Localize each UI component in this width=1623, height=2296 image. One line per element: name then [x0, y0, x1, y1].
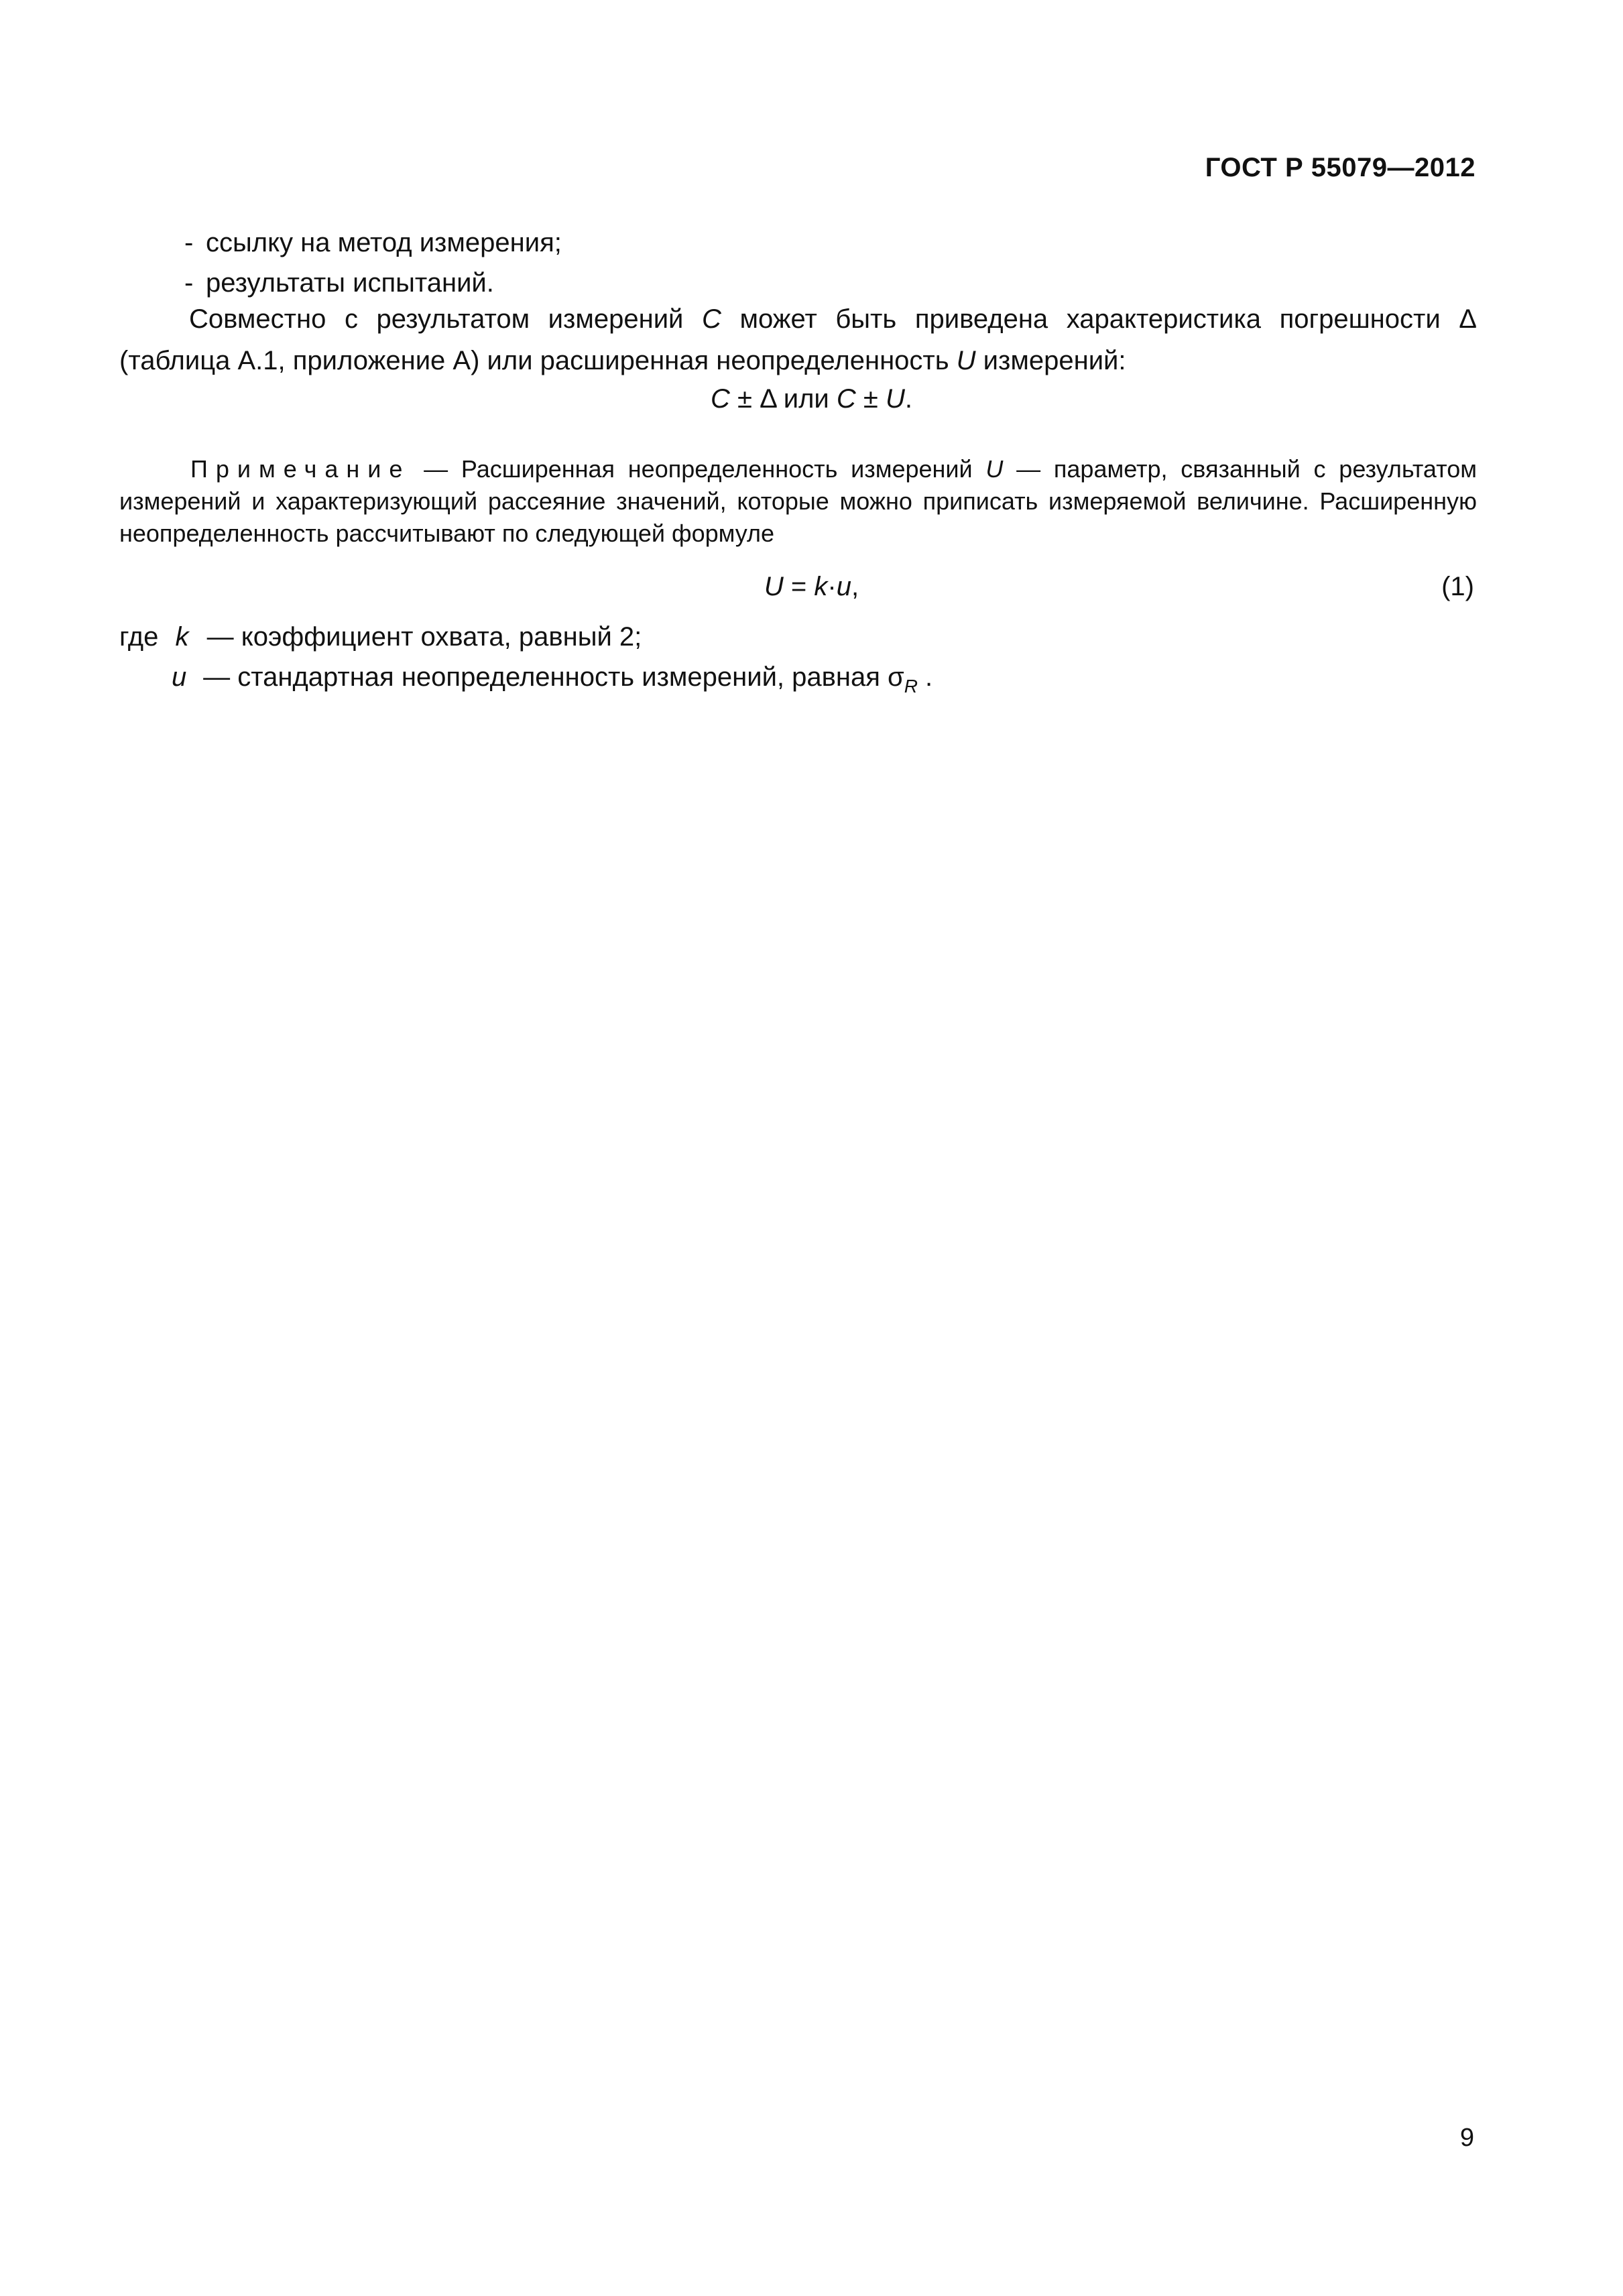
list-item-text: ссылку на метод измерения;	[206, 228, 562, 257]
formula-number: (1)	[1441, 572, 1474, 601]
formula-c-delta-u: C ± Δ или C ± U.	[711, 384, 912, 414]
where-line-u: u — стандартная неопределенность измерений, равная $\sigma_R$ .	[172, 662, 933, 697]
list-dash: -	[184, 228, 194, 257]
list-item	[184, 268, 494, 298]
variable-c: C	[702, 304, 721, 334]
sigma-symbol: σ	[888, 662, 904, 692]
formula-u-equals-k-u: U = k·u,	[764, 572, 859, 601]
list-dash: -	[184, 268, 194, 298]
document-code-header: ГОСТ Р 55079—2012	[1205, 153, 1476, 182]
list-item-text: результаты испытаний.	[206, 268, 494, 298]
list-item	[184, 228, 562, 258]
note-label: Примечание	[190, 455, 411, 483]
main-paragraph: Совместно с результатом измерений C может быть приведена характеристика погрешности Δ (таблица А.1, приложение А) или расширенная неопределенность U измерений:	[119, 304, 1477, 375]
where-line-k: где k — коэффициент охвата, равный 2;	[119, 622, 642, 652]
variable-u: U	[956, 346, 976, 375]
note-block: Примечание — Расширенная неопределенность измерений U — параметр, связанный с результатом измерений и характеризующий рассеяние значений, которые можно приписать измеряемой величине. Расширенную неопределенность рассчитывают по следующей формуле	[119, 455, 1477, 547]
page-number: 9	[1459, 2124, 1474, 2152]
